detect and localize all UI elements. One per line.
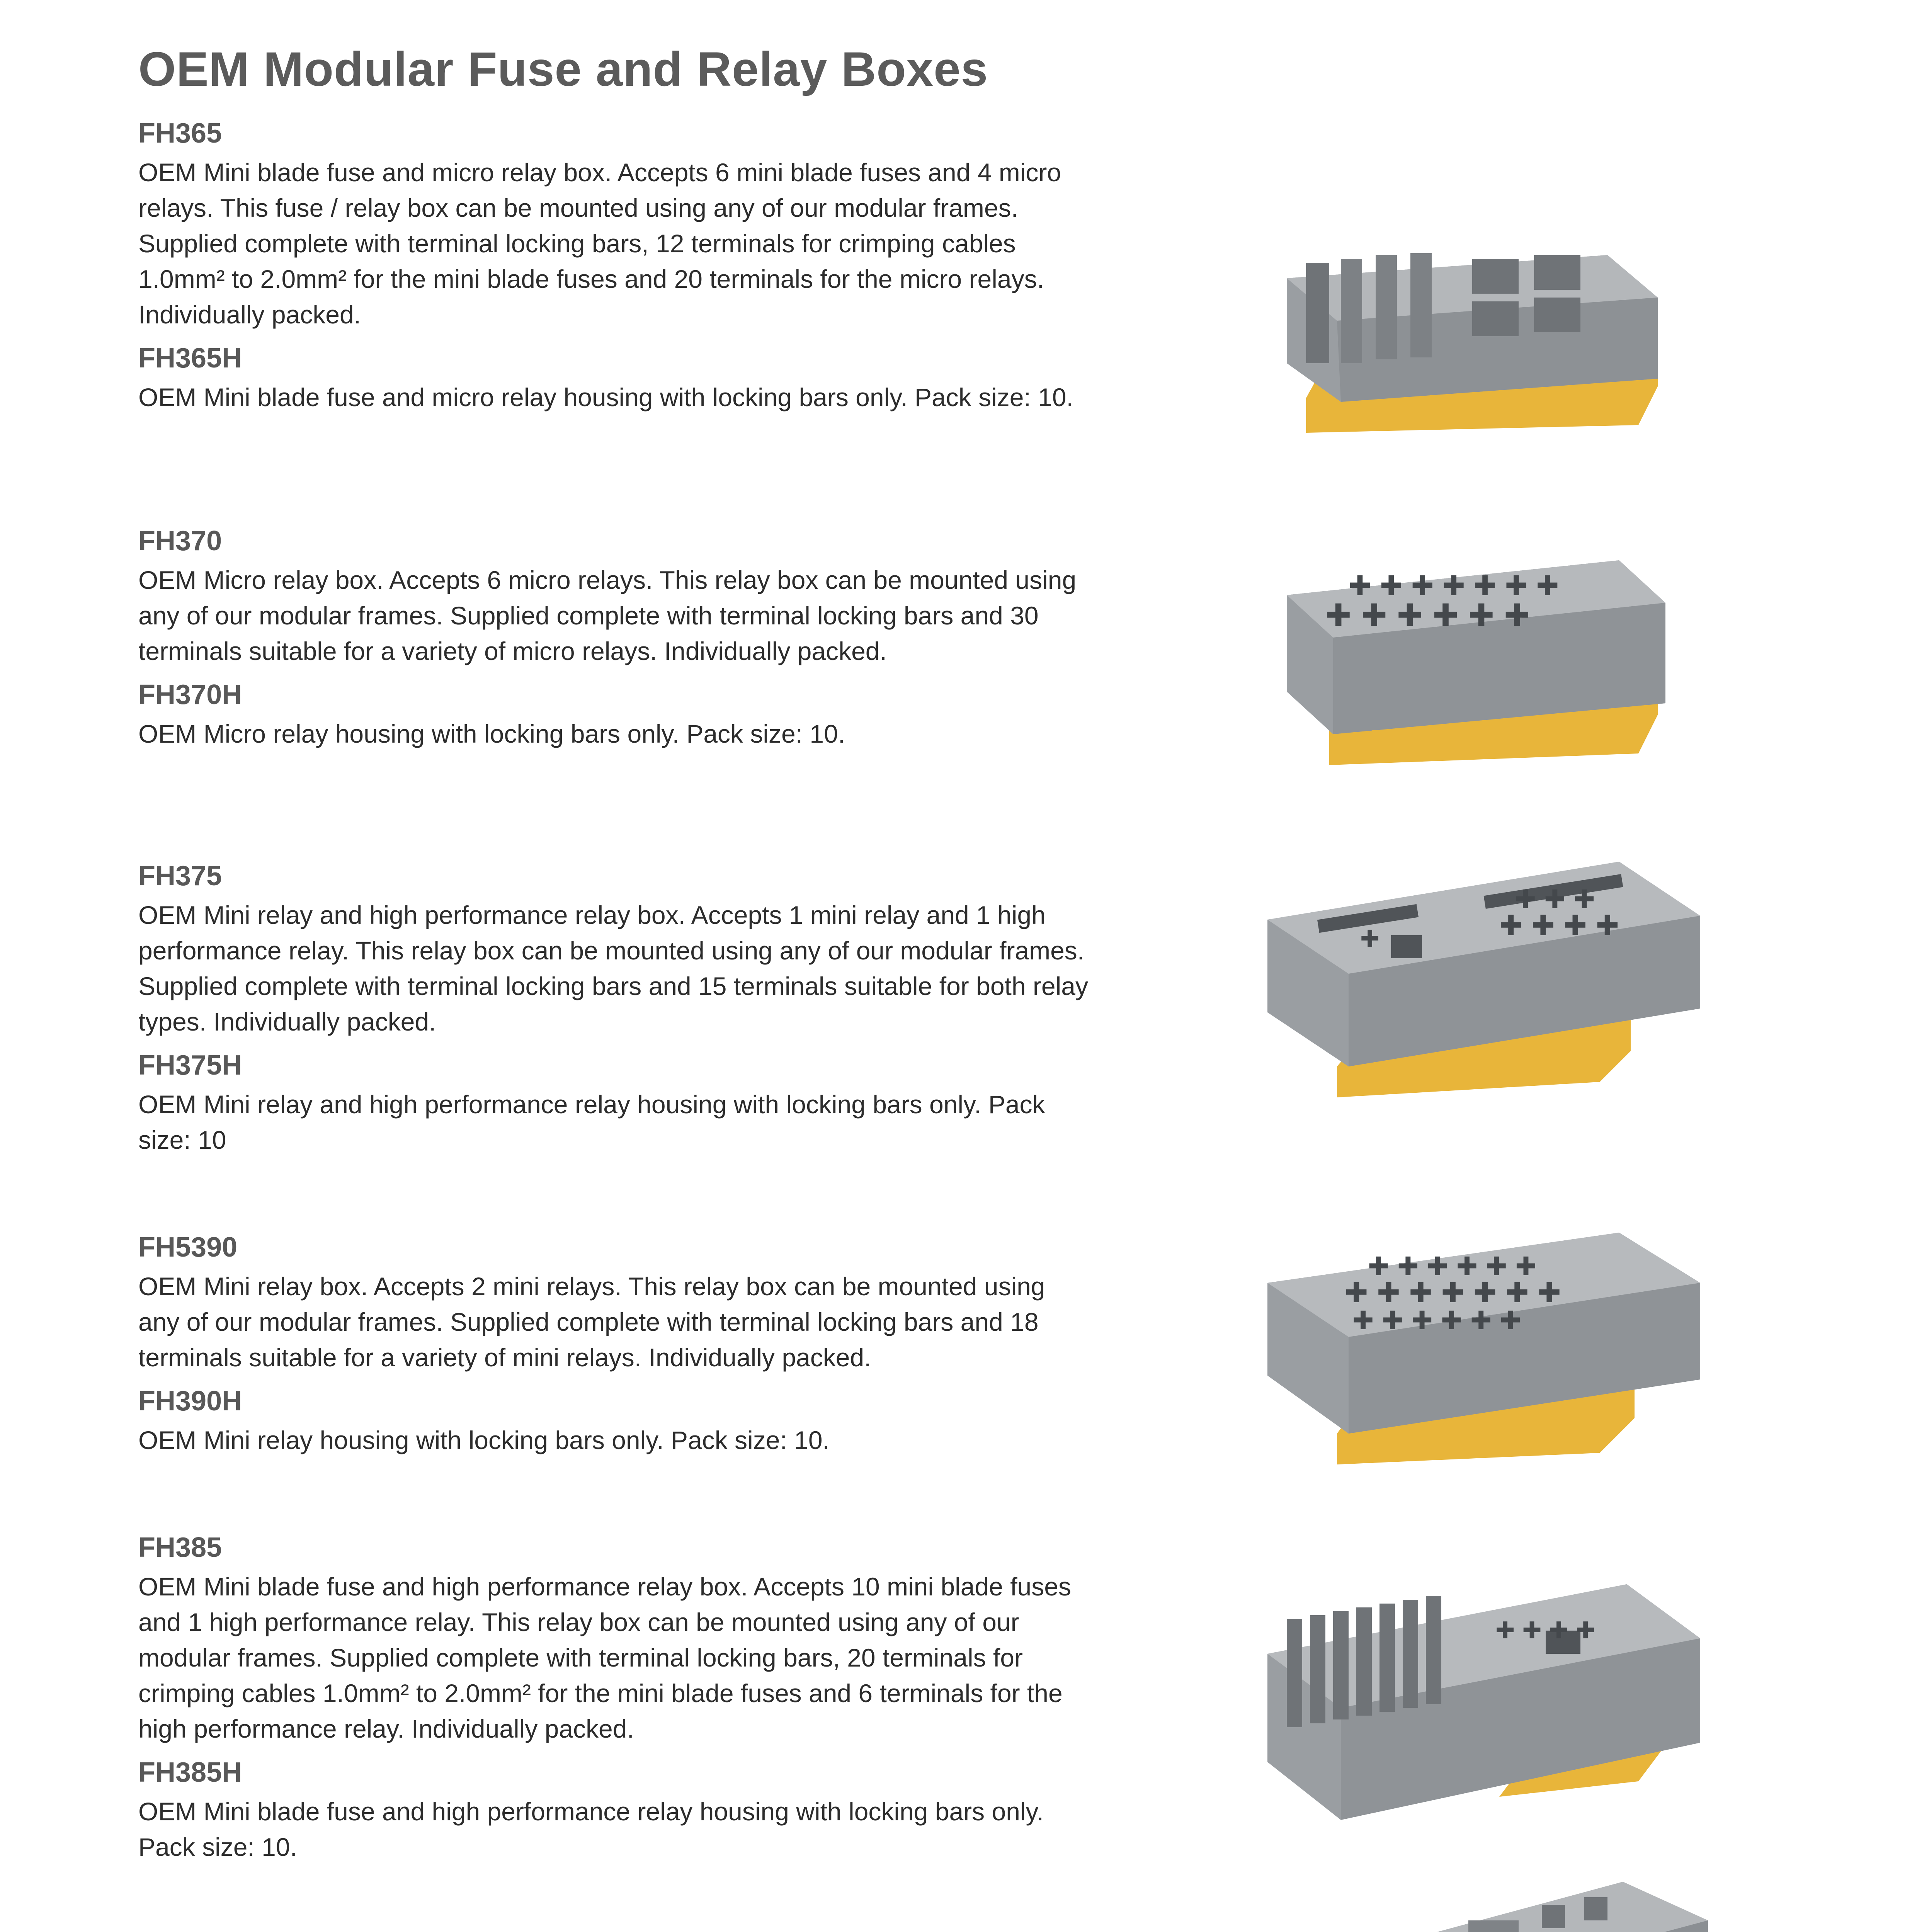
product-code: FH385 xyxy=(138,1532,222,1563)
svg-text:✚: ✚ xyxy=(1360,925,1380,952)
fh380-box-image xyxy=(1291,1866,1716,1932)
product-description: OEM Micro relay box. Accepts 6 micro relays. This relay box can be mounted using any of our modular frames. Supplied complete with terminal locking bars and 30 terminals suitable for a variety of micro relays. Individually packed. xyxy=(138,566,1077,665)
product-section-fh5390 xyxy=(138,1230,1089,1458)
housing-description: OEM Mini blade fuse and high performance relay housing with locking bars only. Pack size: 10. xyxy=(138,1797,1044,1861)
product-section-fh385 xyxy=(138,1530,1089,1865)
svg-text:✚ ✚ ✚ ✚: ✚ ✚ ✚ ✚ xyxy=(1495,1617,1596,1644)
product-code: FH5390 xyxy=(138,1232,238,1263)
housing-code: FH375H xyxy=(138,1050,242,1081)
housing-code: FH370H xyxy=(138,679,242,710)
product-code: FH370 xyxy=(138,526,222,556)
product-description: OEM Mini relay box. Accepts 2 mini relays. This relay box can be mounted using any of our modular frames. Supplied complete with terminal locking bars and 18 terminals suitable for a variety of mini relays. Individually packed. xyxy=(138,1272,1045,1372)
svg-text:✚ ✚ ✚ ✚ ✚ ✚: ✚ ✚ ✚ ✚ ✚ ✚ xyxy=(1368,1252,1537,1281)
svg-text:✚ ✚ ✚ ✚ ✚ ✚: ✚ ✚ ✚ ✚ ✚ ✚ xyxy=(1325,597,1530,633)
fh365-box-image xyxy=(1271,216,1689,456)
fh385-box-image xyxy=(1252,1526,1700,1851)
product-description: OEM Mini blade fuse and micro relay box. Accepts 6 mini blade fuses and 4 micro relays. This fuse / relay box can be mounted using any of our modular frames. Supplied complete with terminal locking bars, 12 terminals for crimping cables 1.0mm² to 2.0mm² for the mini blade fuses and 20 terminals for the micro relays. Individually packed. xyxy=(138,158,1061,329)
svg-text:✚ ✚ ✚ ✚ ✚ ✚: ✚ ✚ ✚ ✚ ✚ ✚ xyxy=(1352,1306,1521,1335)
svg-text:✚ ✚ ✚: ✚ ✚ ✚ xyxy=(1515,884,1595,914)
housing-description: OEM Mini relay housing with locking bars only. Pack size: 10. xyxy=(138,1426,830,1454)
fh5390-box-image xyxy=(1252,1186,1700,1480)
product-section-fh370 xyxy=(138,524,1089,752)
product-section-fh375 xyxy=(138,859,1089,1158)
product-code: FH375 xyxy=(138,861,222,891)
product-description: OEM Mini relay and high performance relay box. Accepts 1 mini relay and 1 high performance relay. This relay box can be mounted using any of our modular frames. Supplied complete with terminal locking bars and 15 terminals suitable for both relay types. Individually packed. xyxy=(138,901,1088,1036)
product-section-fh365 xyxy=(138,116,1089,415)
housing-description: OEM Mini blade fuse and micro relay housing with locking bars only. Pack size: 10. xyxy=(138,383,1073,412)
housing-description: OEM Mini relay and high performance relay housing with locking bars only. Pack size: 10 xyxy=(138,1090,1045,1154)
housing-code: FH365H xyxy=(138,343,242,374)
product-code: FH365 xyxy=(138,118,222,149)
housing-code: FH385H xyxy=(138,1757,242,1788)
fh370-box-image xyxy=(1271,514,1689,784)
svg-text:✚ ✚ ✚ ✚: ✚ ✚ ✚ ✚ xyxy=(1499,909,1619,942)
product-description: OEM Mini blade fuse and high performance relay box. Accepts 10 mini blade fuses and 1 high performance relay. This relay box can be mounted using any of our modular frames. Supplied complete with terminal locking bars, 20 terminals for crimping cables 1.0mm² to 2.0mm² for the mini blade fuses and 6 terminals for the high performance relay. Individually packed. xyxy=(138,1572,1071,1743)
housing-description: OEM Micro relay housing with locking bars only. Pack size: 10. xyxy=(138,719,845,748)
fh375-box-image xyxy=(1252,811,1700,1113)
housing-code: FH390H xyxy=(138,1386,242,1417)
svg-text:✚ ✚ ✚ ✚ ✚ ✚ ✚: ✚ ✚ ✚ ✚ ✚ ✚ ✚ xyxy=(1349,570,1559,602)
page-title: OEM Modular Fuse and Relay Boxes xyxy=(138,43,988,96)
svg-text:✚ ✚ ✚ ✚ ✚ ✚ ✚: ✚ ✚ ✚ ✚ ✚ ✚ ✚ xyxy=(1345,1276,1561,1309)
